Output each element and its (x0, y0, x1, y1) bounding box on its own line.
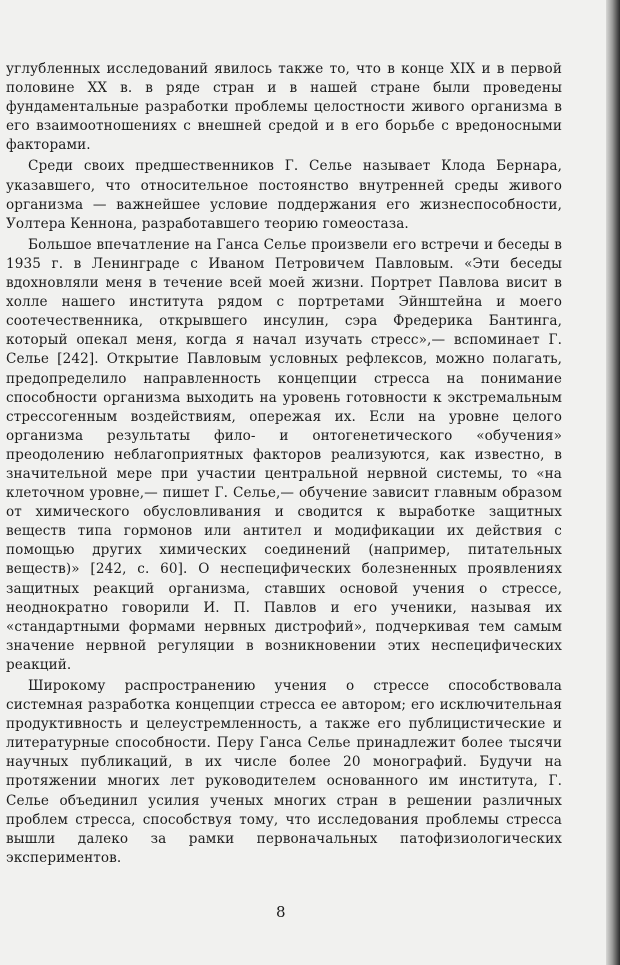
page-edge-shadow (606, 0, 620, 965)
paragraph-stress-doctrine-spread: Широкому распространению учения о стрессе способствовала системная разработка концепции стресса ее автором; его исключительная продуктивность и целеустремленность, а также его публицистические и литературные способности. Перу Ганса Селье принадлежит более тысячи научных публикаций, в их числе более 20 монографий. Будучи на протяжении многих лет руководителем основанного им института, Г. Селье объединил усилия ученых многих стран в решении различных проблем стресса, способствуя тому, что исследования проблемы стресса вышли далеко за рамки первоначальных патофизиологических экспериментов. (6, 678, 562, 866)
paragraph-continued: углубленных исследований явилось также то, что в конце XIX и в первой половине XX в. в ряде стран и в нашей стране были проведены фундаментальные разработки проблемы целостности живого организма в его взаимоотношениях с внешней средой и в его борьбе с вредоносными факторами. (6, 61, 562, 154)
paragraph-pavlov-meetings: Большое впечатление на Ганса Селье произвели его встречи и беседы в 1935 г. в Ленинграде с Иваном Петровичем Павловым. «Эти беседы вдохновляли меня в течение всей моей жизни. Портрет Павлова висит в холле нашего института рядом с портретами Эйнштейна и моего соотечественника, открывшего инсулин, сэра Фредерика Бантинга, который опекал меня, когда я начал изучать стресс»,— вспоминает Г. Селье [242]. Открытие Павловым условных рефлексов, можно полагать, предопределило направленность концепции стресса на понимание способности организма выходить на уровень готовности к экстремальным стрессогенным воздействиям, опережая их. Если на уровне целого организма результаты фило- и онтогенетического «обучения» преодолению неблагоприятных факторов реализуются, как известно, в значительной мере при участии центральной нервной системы, то «на клеточном уровне,— пишет Г. Селье,— обучение зависит главным образом от химического обусловливания и сводится к выработке защитных веществ типа гормонов или антител и модификации их действия с помощью других химических соединений (например, питательных веществ)» [242, с. 60]. О неспецифических болезненных проявлениях защитных реакций организма, ставших основой учения о стрессе, неоднократно говорили И. П. Павлов и его ученики, называя их «стандартными формами нервных дистрофий», подчеркивая тем самым значение нервной регуляции в возникновении этих неспецифических реакций. (6, 236, 562, 673)
page-number: 8 (276, 903, 286, 921)
body-text (6, 60, 562, 870)
paragraph-predecessors: Среди своих предшественников Г. Селье называет Клода Бернара, указавшего, что относительное постоянство внутренней среды живого организма — важнейшее условие поддержания его жизнеспособности, Уолтера Кеннона, разработавшего теорию гомеостаза. (6, 158, 562, 232)
